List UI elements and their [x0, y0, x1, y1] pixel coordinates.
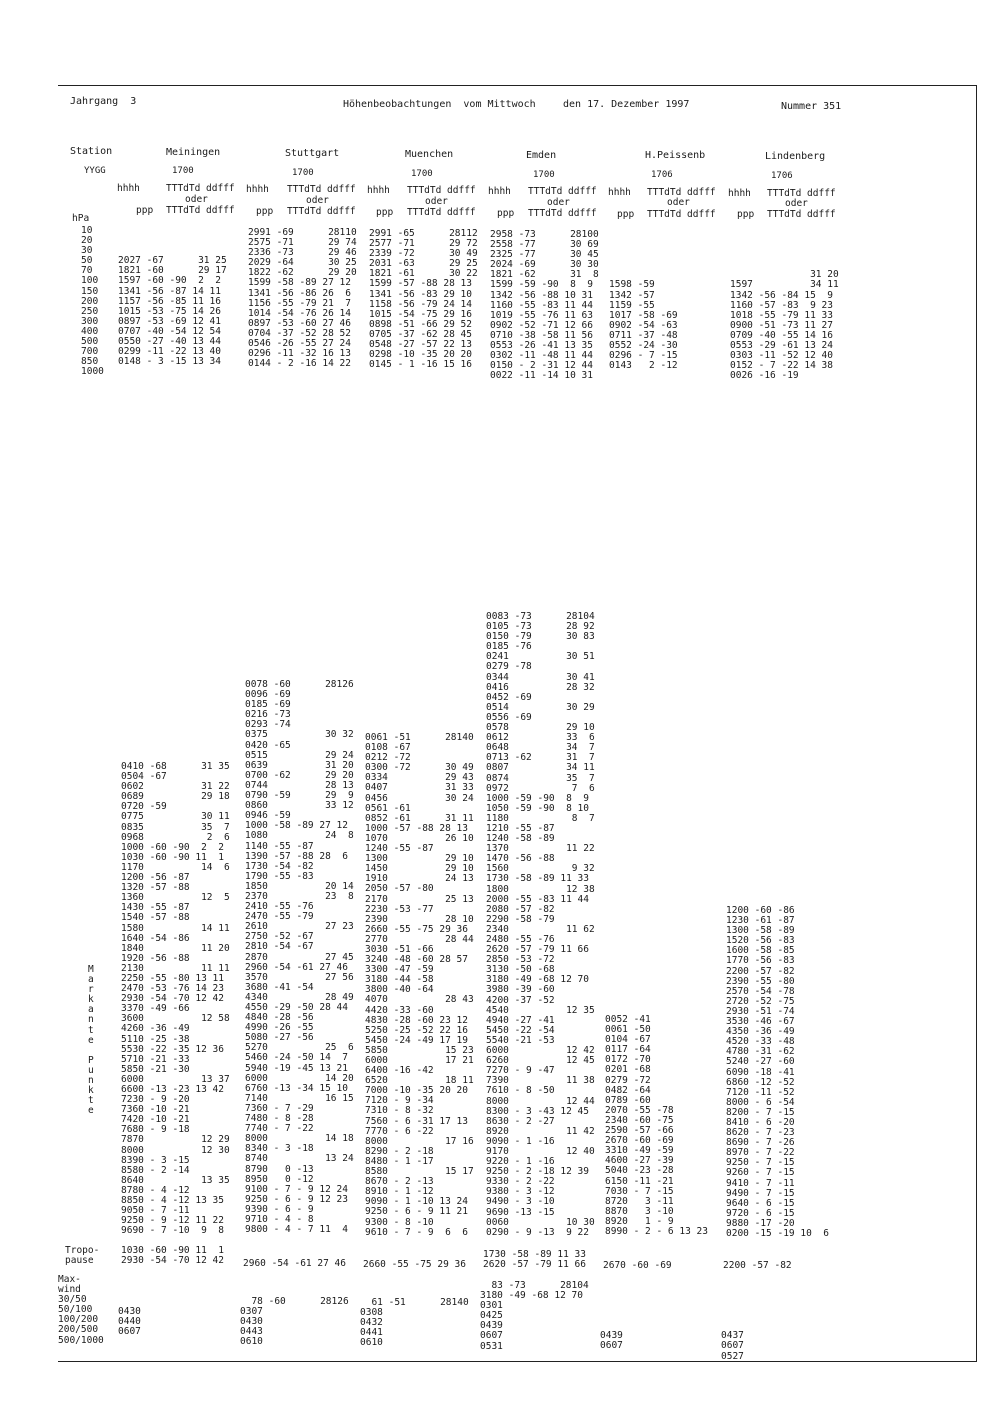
markante-punkte-label: M a r k a n t e P u n k t e	[88, 964, 94, 1117]
col-ppp: ppp	[256, 206, 274, 217]
jahrgang-label: Jahrgang 3	[70, 96, 137, 107]
col-oder: oder	[185, 194, 208, 205]
tropopause-stuttgart: 2960 -54 -61 27 46	[243, 1258, 346, 1270]
standard-levels-peissenberg: 1598 -59 1342 -57 1159 -55 1017 -58 -69 0902 -54 -63 0711 -37 -48 0552 -24 -30 0296 - 7 -15 0143 2 -12	[609, 279, 678, 372]
yygg-label: YYGG	[84, 166, 106, 176]
maxwind-meiningen: 0430 0440 0607	[118, 1306, 141, 1338]
station-time: 1700	[172, 166, 194, 176]
col-ttt: TTTdTd ddfff	[287, 206, 356, 217]
col-hhhh: hhhh	[488, 186, 511, 197]
col-hhhh: hhhh	[608, 187, 631, 198]
col-ttt: TTTdTd ddfff	[528, 208, 597, 219]
col-hhhh: hhhh	[246, 184, 269, 195]
station-name: Muenchen	[405, 149, 454, 160]
col-ttt: TTTdTd ddfff	[407, 207, 476, 218]
station-name: Stuttgart	[285, 148, 340, 159]
maxwind-stuttgart: 78 -60 28126 0307 0430 0443 0610	[240, 1296, 349, 1348]
station-name: Lindenberg	[765, 151, 826, 162]
col-ttt: TTTdTd ddfff	[767, 188, 836, 199]
col-hhhh: hhhh	[728, 188, 751, 199]
maxwind-emden: 83 -73 28104 3180 -49 -68 12 70 0301 0425 0439 0607 0531	[480, 1280, 589, 1352]
significant-levels-peissenberg: 0052 -41 0061 -50 0104 -67 0117 -64 0172 -70 0201 -68 0279 -72 0482 -64 0789 -60 2070 -55 -78 2340 -60 -75 2590 -57 -66 2670 -60 -69 3310 -49 -59 4600 -27 -39 5040 -23 -28 6150 -11 -21 7030 - 7 -15 8720 3 -11 8870 3 -10 8920 1 - 9 8990 - 2 - 6 13 23	[605, 1014, 708, 1237]
significant-levels-meiningen: 0410 -68 31 35 0504 -67 0602 31 22 0689 29 18 0720 -59 0775 30 11 0835 35 7 0968 2 6 1000 -60 -90 2 2 1030 -60 -90 11 1 1170 14 6 1200 -56 -87 1320 -57 -88 1360 12 5 1430 -55 -87 1540 -57 -88 1580 14 11 1640 -54 -86 1840 11 20 1920 -56 -88 2130 11 11 2250 -55 -80 13 11 2470 -53 -76 14 23 2930 -54 -70 12 42 3370 -49 -66 3600 12 58 4260 -36 -49 5110 -25 -38 5530 -22 -35 12 36 5710 -21 -33 5850 -21 -30 6000 13 37 6600 -13 -23 13 42 7230 - 9 -20 7360 -10 -21 7420 -10 -21 7680 - 9 -18 7870 12 29 8000 12 30 8390 - 3 -15 8580 - 2 -14 8640 13 35 8780 - 4 -12 8850 - 4 -12 13 35 9050 - 7 -11 9250 - 9 -12 11 22 9690 - 7 -10 9 8	[121, 761, 230, 1237]
col-ttt: TTTdTd ddfff	[647, 187, 716, 198]
station-time: 1700	[533, 170, 555, 180]
standard-levels-muenchen: 2991 -65 28112 2577 -71 29 72 2339 -72 30 49 2031 -63 29 25 1821 -61 30 22 1599 -57 -88 28 13 1341 -56 -83 29 10 1158 -56 -79 24 14 1015 -54 -75 29 16 0898 -51 -66 29 52 0705 -37 -62 28 45 0548 -27 -57 22 13 0298 -10 -35 20 20 0145 - 1 -16 15 16	[369, 228, 478, 371]
col-ttt: TTTdTd ddfff	[166, 183, 235, 194]
page-title: Höhenbeobachtungen vom Mittwoch	[343, 99, 536, 110]
tropopause-emden: 1730 -58 -89 11 33 2620 -57 -79 11 66	[483, 1249, 586, 1271]
station-name: H.Peissenb	[645, 150, 706, 161]
pressure-levels: 10 20 30 50 70 100 150 200 250 300 400 500 700 850 1000	[81, 225, 104, 378]
significant-levels-muenchen: 0061 -51 28140 0108 -67 0212 -72 0300 -72 30 49 0334 29 43 0407 31 33 0456 30 24 0561 -61 0852 -61 31 11 1000 -57 -88 28 13 1070 26 10 1240 -55 -87 1300 29 10 1450 29 10 1910 24 13 2050 -57 -80 2170 25 13 2230 -53 -77 2390 28 10 2660 -55 -75 29 36 2770 28 44 3030 -51 -66 3240 -48 -60 28 57 3300 -47 -59 3180 -44 -58 3800 -40 -64 4070 28 43 4420 -33 -60 4830 -28 -60 23 12 5250 -25 -52 22 16 5450 -24 -49 17 19 5850 15 23 6000 17 21 6400 -16 -42 6520 18 11 7000 -10 -35 20 20 7120 - 9 -34 7310 - 8 -32 7560 - 6 -31 17 13 7770 - 6 -22 8000 17 16 8290 - 2 -18 8480 - 1 -17 8580 15 17 8670 - 2 -13 8910 - 1 -12 9090 - 1 -10 13 24 9250 - 6 - 9 11 21 9300 - 8 -10 9610 - 7 - 9 6 6	[365, 732, 474, 1238]
col-ttt: TTTdTd ddfff	[767, 209, 836, 220]
significant-levels-emden: 0083 -73 28104 0105 -73 28 92 0150 -79 30 83 0185 -76 0241 30 51 0279 -78 0344 30 41 0416 28 32 0452 -69 0514 30 29 0556 -69 0578 29 10 0612 33 6 0648 34 7 0713 -62 31 7 0807 34 11 0874 35 7 0972 7 6 1000 -59 -90 8 9 1050 -59 -90 8 10 1180 8 7 1210 -55 -87 1240 -58 -89 1370 11 22 1470 -56 -88 1560 9 32 1730 -58 -89 11 33 1800 12 38 2000 -55 -83 11 44 2080 -57 -82 2290 -58 -79 2340 11 62 2480 -55 -76 2620 -57 -79 11 66 2850 -53 -72 3130 -50 -68 3180 -49 -68 12 70 3980 -39 -60 4200 -37 -52 4540 12 35 4940 -27 -41 5450 -22 -54 5540 -21 -53 6000 12 42 6260 12 45 7270 - 9 -47 7390 11 38 7610 - 8 -50 8000 12 44 8300 - 3 -43 12 45 8630 - 2 -27 8920 11 42 9090 - 1 -16 9170 12 40 9220 - 1 -16 9250 - 2 -18 12 39 9330 - 2 -22 9380 - 3 -12 9490 - 3 -10 9690 -13 -15 0060 10 30 0290 - 9 -13 9 22	[486, 611, 595, 1238]
col-oder: oder	[667, 197, 690, 208]
col-hhhh: hhhh	[367, 185, 390, 196]
maxwind-label: Max- wind 30/50 50/100 100/200 200/500 500/1000	[58, 1274, 104, 1346]
col-ttt: TTTdTd ddfff	[647, 209, 716, 220]
col-hhhh: hhhh	[117, 183, 140, 194]
maxwind-lindenberg: 0437 0607 0527	[721, 1330, 744, 1362]
maxwind-muenchen: 61 -51 28140 0308 0432 0441 0610	[360, 1297, 469, 1349]
col-ppp: ppp	[617, 209, 635, 220]
standard-levels-stuttgart: 2991 -69 28110 2575 -71 29 74 2336 -73 29 46 2029 -64 30 25 1822 -62 29 20 1599 -58 -89 27 12 1341 -56 -86 26 6 1156 -55 -79 21 7 1014 -54 -76 26 14 0897 -53 -60 27 46 0704 -37 -52 28 52 0546 -26 -55 27 24 0296 -11 -32 16 13 0144 - 2 -16 14 22	[248, 227, 357, 370]
station-time: 1700	[292, 168, 314, 178]
station-name: Meiningen	[166, 147, 221, 158]
hpa-label: hPa	[72, 213, 90, 224]
col-ppp: ppp	[376, 207, 394, 218]
col-ttt: TTTdTd ddfff	[166, 205, 235, 216]
tropopause-muenchen: 2660 -55 -75 29 36	[363, 1259, 466, 1271]
tropopause-peissenberg: 2670 -60 -69	[603, 1260, 672, 1272]
tropopause-meiningen: 1030 -60 -90 11 1 2930 -54 -70 12 42	[121, 1245, 224, 1267]
station-name: Emden	[526, 150, 557, 161]
station-time: 1700	[411, 169, 433, 179]
maxwind-peissenberg: 0439 0607	[600, 1330, 623, 1352]
standard-levels-emden: 2958 -73 28100 2558 -77 30 69 2325 -77 30 45 2024 -69 30 30 1821 -62 31 8 1599 -59 -90 8 9 1342 -56 -88 10 31 1160 -55 -83 11 44 1019 -55 -76 11 63 0902 -52 -71 12 66 0710 -38 -58 11 56 0553 -26 -41 13 35 0302 -11 -48 11 44 0150 - 2 -31 12 44 0022 -11 -14 10 31	[490, 229, 599, 382]
col-oder: oder	[306, 195, 329, 206]
col-ppp: ppp	[136, 205, 154, 216]
col-ttt: TTTdTd ddfff	[407, 185, 476, 196]
station-label: Station	[70, 146, 113, 157]
col-ttt: TTTdTd ddfff	[287, 184, 356, 195]
tropopause-lindenberg: 2200 -57 -82	[723, 1260, 792, 1272]
standard-levels-meiningen: 2027 -67 31 25 1821 -60 29 17 1597 -60 -90 2 2 1341 -56 -87 14 11 1157 -56 -85 11 16 1015 -53 -75 14 26 0897 -53 -69 12 41 0707 -40 -54 12 54 0550 -27 -40 13 44 0299 -11 -22 13 40 0148 - 3 -15 13 34	[118, 255, 227, 368]
col-ppp: ppp	[737, 209, 755, 220]
standard-levels-lindenberg: 31 20 1597 34 11 1342 -56 -84 15 9 1160 -57 -83 9 23 1018 -55 -79 11 33 0900 -51 -73 11 27 0709 -40 -55 14 16 0553 -29 -61 13 24 0303 -11 -52 12 40 0152 - 7 -22 14 38 0026 -16 -19	[730, 269, 839, 382]
col-ppp: ppp	[497, 208, 515, 219]
station-time: 1706	[651, 170, 673, 180]
issue-number: Nummer 351	[781, 101, 842, 112]
significant-levels-lindenberg: 1200 -60 -86 1230 -61 -87 1300 -58 -89 1520 -56 -83 1600 -58 -85 1770 -56 -83 2200 -57 -82 2390 -55 -80 2570 -54 -78 2720 -52 -75 2930 -51 -74 3530 -46 -67 4350 -36 -49 4520 -33 -48 4780 -31 -62 5240 -27 -60 6090 -18 -41 6860 -12 -52 7120 -11 -52 8000 - 6 -54 8200 - 7 -15 8410 - 6 -20 8620 - 7 -23 8690 - 7 -26 8970 - 7 -22 9250 - 7 -15 9260 - 7 -15 9410 - 7 -11 9490 - 7 -15 9640 - 6 -15 9720 - 6 -15 9880 -17 -20 0200 -15 -19 10 6	[726, 905, 829, 1239]
col-oder: oder	[785, 198, 808, 209]
station-time: 1706	[771, 171, 793, 181]
tropopause-label: Tropo- pause	[65, 1245, 100, 1267]
col-ttt: TTTdTd ddfff	[528, 186, 597, 197]
report-date: den 17. Dezember 1997	[563, 99, 690, 110]
significant-levels-stuttgart: 0078 -60 28126 0096 -69 0185 -69 0216 -73 0293 -74 0375 30 32 0420 -65 0515 29 24 0639 31 20 0700 -62 29 20 0744 28 13 0790 -59 29 9 0860 33 12 0946 -59 1000 -58 -89 27 12 1080 24 8 1140 -55 -87 1390 -57 -88 28 6 1730 -54 -82 1790 -55 -83 1850 20 14 2370 23 8 2410 -55 -76 2470 -55 -79 2610 27 23 2750 -52 -67 2810 -54 -67 2870 27 45 2960 -54 -61 27 46 3570 27 56 3680 -41 -54 4340 28 49 4550 -29 -50 28 44 4840 -28 -56 4990 -26 -55 5080 -27 -56 5270 25 6 5460 -24 -50 14 7 5940 -19 -45 13 21 6000 14 20 6760 -13 -34 15 10 7140 16 15 7360 - 7 -29 7480 - 8 -28 7740 - 7 -22 8000 14 18 8340 - 3 -18 8740 13 24 8790 0 -13 8950 0 -12 9100 - 7 - 9 12 24 9250 - 6 - 9 12 23 9390 - 6 - 9 9710 - 4 - 8 9800 - 4 - 7 11 4	[245, 679, 354, 1236]
col-oder: oder	[425, 196, 448, 207]
col-oder: oder	[547, 197, 570, 208]
